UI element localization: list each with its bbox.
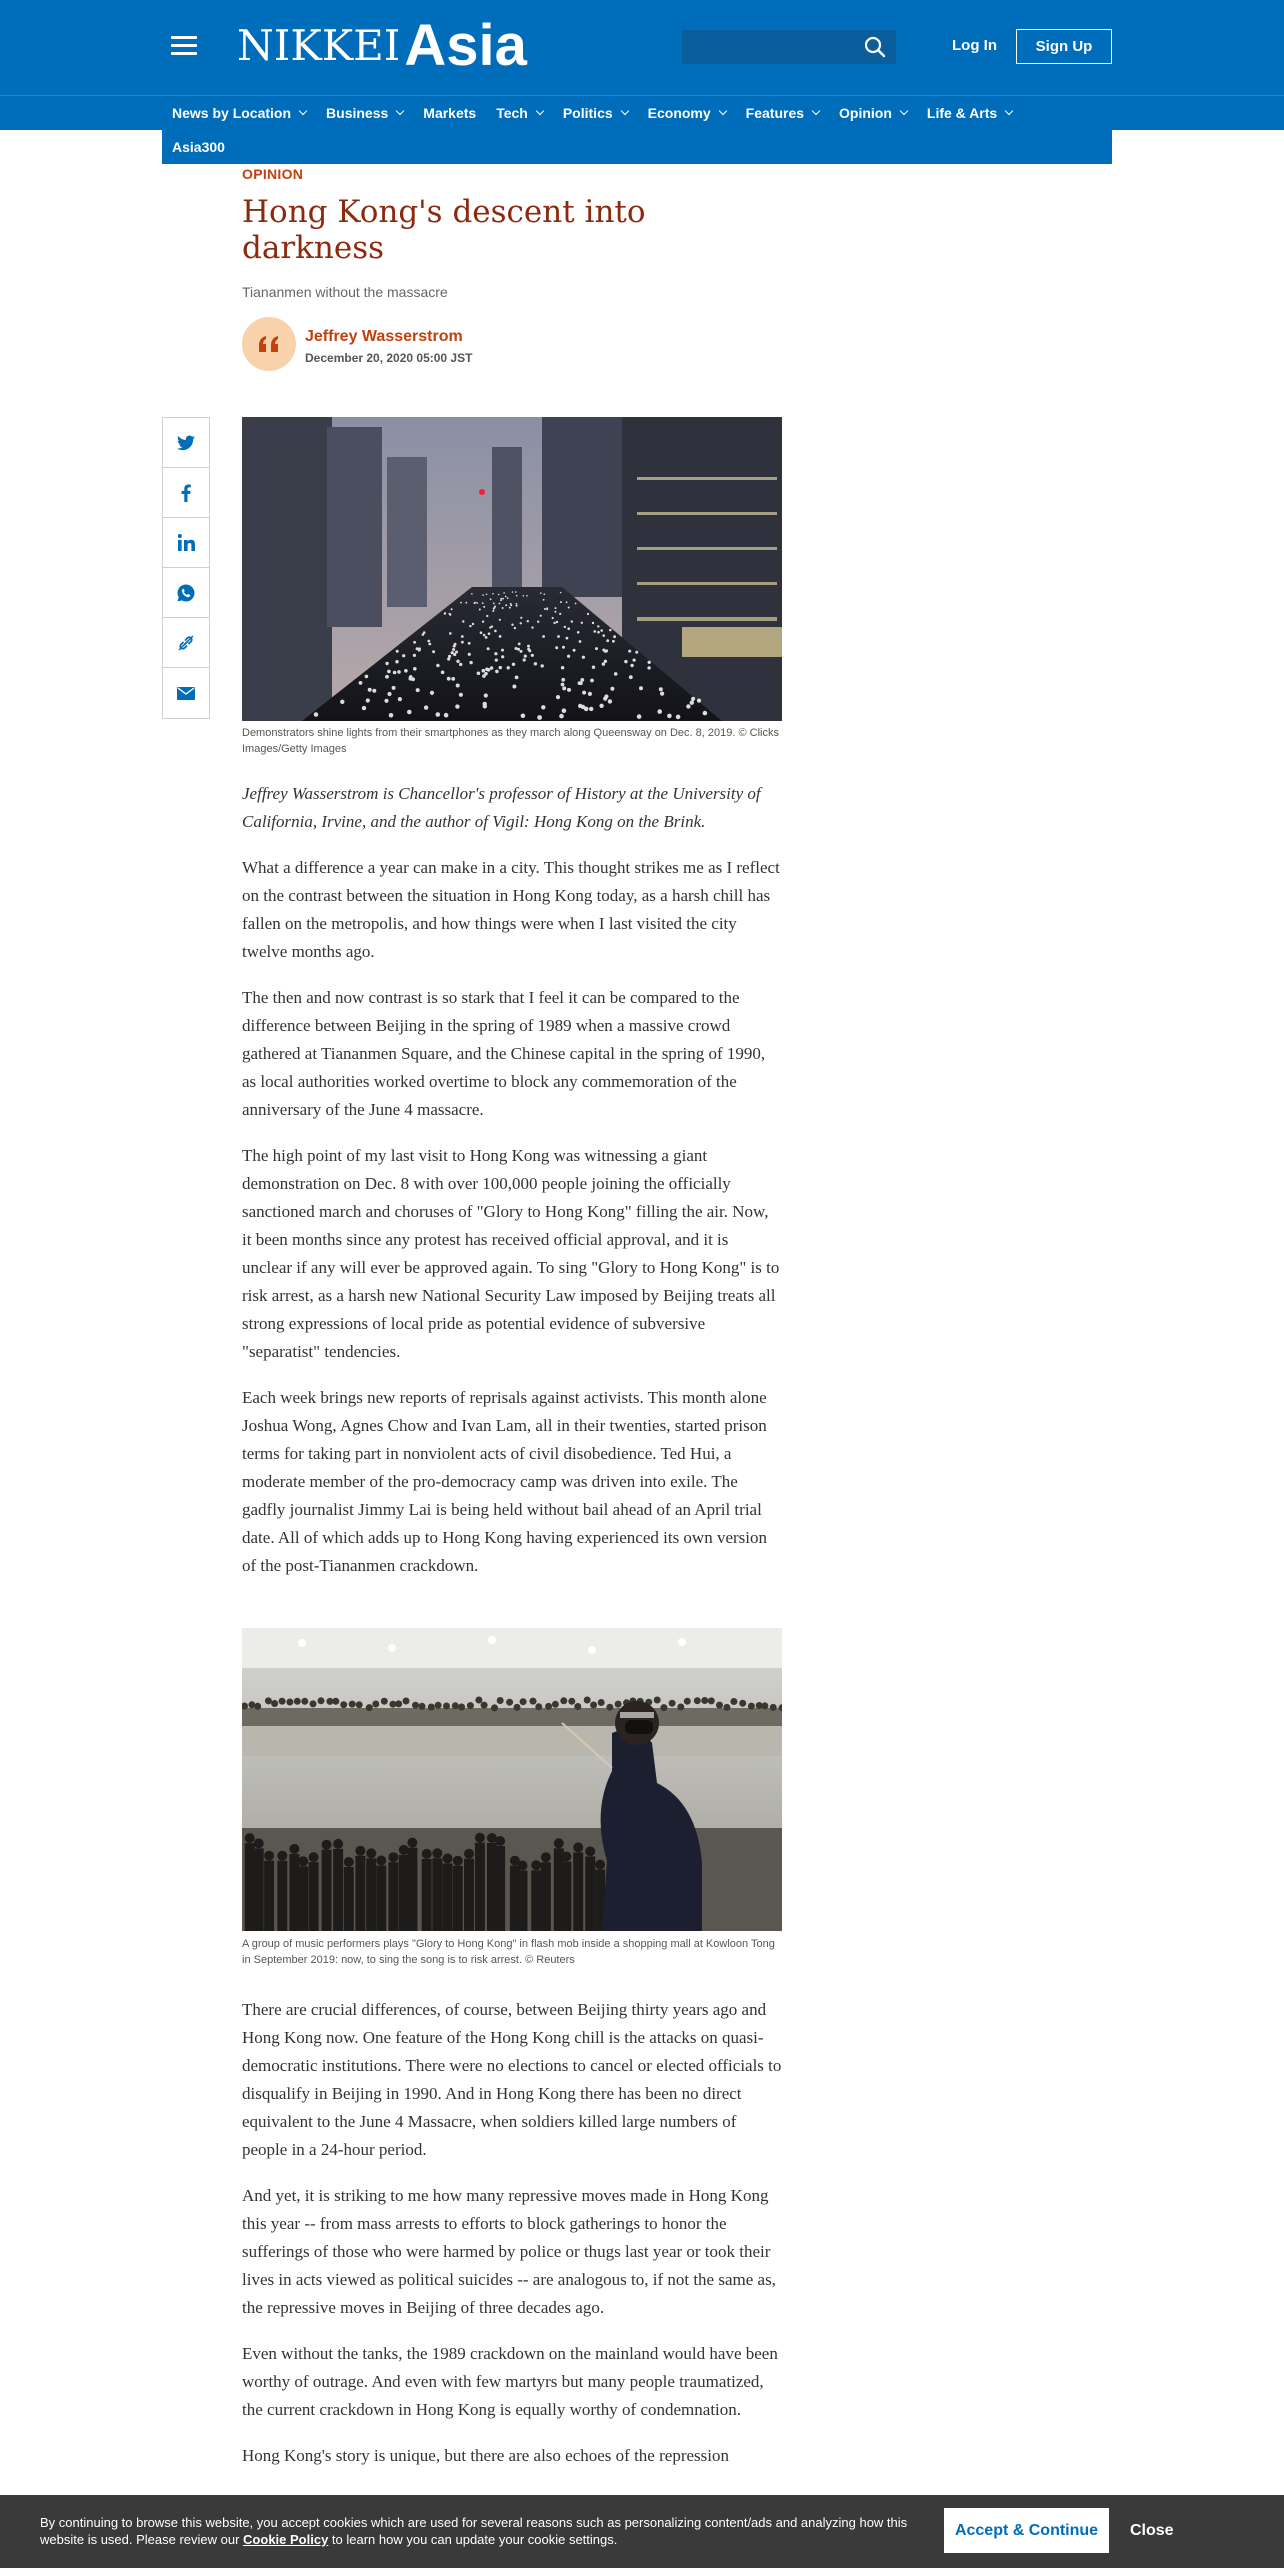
- quote-icon: [257, 335, 281, 353]
- sub-nav: [162, 130, 1112, 164]
- author-avatar: [242, 317, 296, 371]
- article-body-continued: [242, 1996, 782, 2488]
- main-nav-bar: [0, 95, 1284, 130]
- author-bio: Jeffrey Wasserstrom is Chancellor's professor of History at the University of California, Irvine, and the author of Vigil: Hong Kong on the Brink.: [242, 784, 761, 831]
- chevron-down-icon: [396, 107, 404, 115]
- facebook-icon[interactable]: [163, 468, 209, 518]
- nav-item-features[interactable]: Features: [746, 105, 819, 121]
- article-paragraph: What a difference a year can make in a city. This thought strikes me as I reflect on the contrast between the situation in Hong Kong today, as a harsh chill has fallen on the metropolis, and how things were when I last visited the city twelve months ago.: [242, 858, 780, 961]
- article-subtitle: Tiananmen without the massacre: [242, 284, 448, 300]
- linkedin-icon[interactable]: [163, 518, 209, 568]
- nav-item-economy[interactable]: Economy: [648, 105, 726, 121]
- site-header: [0, 0, 1284, 95]
- link-icon[interactable]: [163, 618, 209, 668]
- article-paragraph: And yet, it is striking to me how many repressive moves made in Hong Kong this year -- from mass arrests to efforts to block gatherings to honor the sufferings of those who were harmed by police or thugs last year or took their lives in acts viewed as political suicides -- are analogous to, if not the same as, the repressive moves in Beijing of three decades ago.: [242, 2186, 776, 2317]
- nav-item-news-by-location[interactable]: News by Location: [172, 105, 306, 121]
- cookie-policy-link[interactable]: Cookie Policy: [243, 2532, 329, 2547]
- nav-item-life-arts[interactable]: Life & Arts: [927, 105, 1012, 121]
- article-paragraph: The then and now contrast is so stark that I feel it can be compared to the difference between Beijing in the spring of 1989 when a massive crowd gathered at Tiananmen Square, and the Chinese capital in the spring of 1990, as local authorities worked overtime to block any commemoration of the anniversary of the June 4 massacre.: [242, 988, 766, 1119]
- article-paragraph: There are crucial differences, of course, between Beijing thirty years ago and Hong Kong now. One feature of the Hong Kong chill is the attacks on quasi-democratic institutions. There were no elections to cancel or elected officials to disqualify in Beijing in 1990. And in Hong Kong there has been no direct equivalent to the June 4 Massacre, when soldiers killed large numbers of people in a 24-hour period.: [242, 2000, 782, 2159]
- main-nav: [172, 96, 1032, 130]
- article-kicker[interactable]: OPINION: [242, 166, 304, 182]
- nav-item-opinion[interactable]: Opinion: [839, 105, 907, 121]
- cookie-banner: [0, 2495, 1284, 2568]
- chevron-down-icon: [1005, 107, 1013, 115]
- author-name[interactable]: Jeffrey Wasserstrom: [305, 328, 463, 345]
- twitter-icon[interactable]: [163, 418, 209, 468]
- cookie-text: By continuing to browse this website, you accept cookies which are used for several reasons such as personalizing content/ads and analyzing how this website is used. Please review our Cookie Policy to learn how you can update your cookie settings.: [40, 2515, 908, 2547]
- article-paragraph: Each week brings new reports of reprisals against activists. This month alone Joshua Wong, Agnes Chow and Ivan Lam, all in their twenties, started prison terms for taking part in nonviolent acts of civil disobedience. Ted Hui, a moderate member of the pro-democracy camp was driven into exile. The gadfly journalist Jimmy Lai is being held without bail ahead of an April trial date. All of which adds up to Hong Kong having experienced its own version of the post-Tiananmen crackdown.: [242, 1388, 768, 1575]
- chevron-down-icon: [812, 107, 820, 115]
- nav-item-business[interactable]: Business: [326, 105, 403, 121]
- chevron-down-icon: [620, 107, 628, 115]
- article-paragraph: The high point of my last visit to Hong Kong was witnessing a giant demonstration on Dec. 8 with over 100,000 people joining the officially sanctioned march and choruses of "Glory to Hong Kong" filling the air. Now, it been months since any protest has received official approval, and it is unclear if any will ever be approved again. To sing "Glory to Hong Kong" is to risk arrest, as a harsh new National Security Law imposed by Beijing treats all strong expressions of local pride as potential evidence of subversive "separatist" tendencies.: [242, 1146, 780, 1361]
- photo-caption: A group of music performers plays "Glory to Hong Kong" in flash mob inside a shopping mall at Kowloon Tong in September 2019: now, to sing the song is to risk arrest. © Reuters: [242, 1938, 775, 1966]
- publish-date: December 20, 2020 05:00 JST: [305, 351, 473, 365]
- photo-caption: Demonstrators shine lights from their smartphones as they march along Queensway on Dec. 8, 2019. © Clicks Images/Getty Images: [242, 727, 779, 755]
- accept-continue-button[interactable]: Accept & Continue: [944, 2508, 1109, 2553]
- chevron-down-icon: [536, 107, 544, 115]
- menu-icon[interactable]: [171, 36, 197, 56]
- article-paragraph: Hong Kong's story is unique, but there are also echoes of the repression: [242, 2446, 729, 2465]
- nikkei-asia-logo[interactable]: NIKKEIAsia: [237, 13, 527, 78]
- signup-button[interactable]: Sign Up: [1016, 29, 1112, 64]
- whatsapp-icon[interactable]: [163, 568, 209, 618]
- article-paragraph: Even without the tanks, the 1989 crackdown on the mainland would have been worthy of outrage. And even with few martyrs but many people traumatized, the current crackdown in Hong Kong is equally worthy of condemnation.: [242, 2344, 778, 2419]
- nav-item-asia300[interactable]: Asia300: [172, 139, 225, 155]
- nav-item-markets[interactable]: Markets: [423, 105, 477, 121]
- close-cookie-button[interactable]: Close: [1130, 2522, 1174, 2539]
- article-body: [242, 780, 782, 1598]
- article-photo-flash-mob: [242, 1628, 782, 1931]
- share-bar: [162, 417, 210, 719]
- login-link[interactable]: Log In: [952, 37, 997, 54]
- chevron-down-icon: [718, 107, 726, 115]
- email-icon[interactable]: [163, 668, 209, 718]
- article-photo-protest-march: [242, 417, 782, 721]
- article-title: Hong Kong's descent into darkness: [242, 194, 646, 266]
- chevron-down-icon: [900, 107, 908, 115]
- chevron-down-icon: [299, 107, 307, 115]
- nav-item-politics[interactable]: Politics: [563, 105, 628, 121]
- search-icon[interactable]: [864, 36, 886, 58]
- nav-item-tech[interactable]: Tech: [496, 105, 543, 121]
